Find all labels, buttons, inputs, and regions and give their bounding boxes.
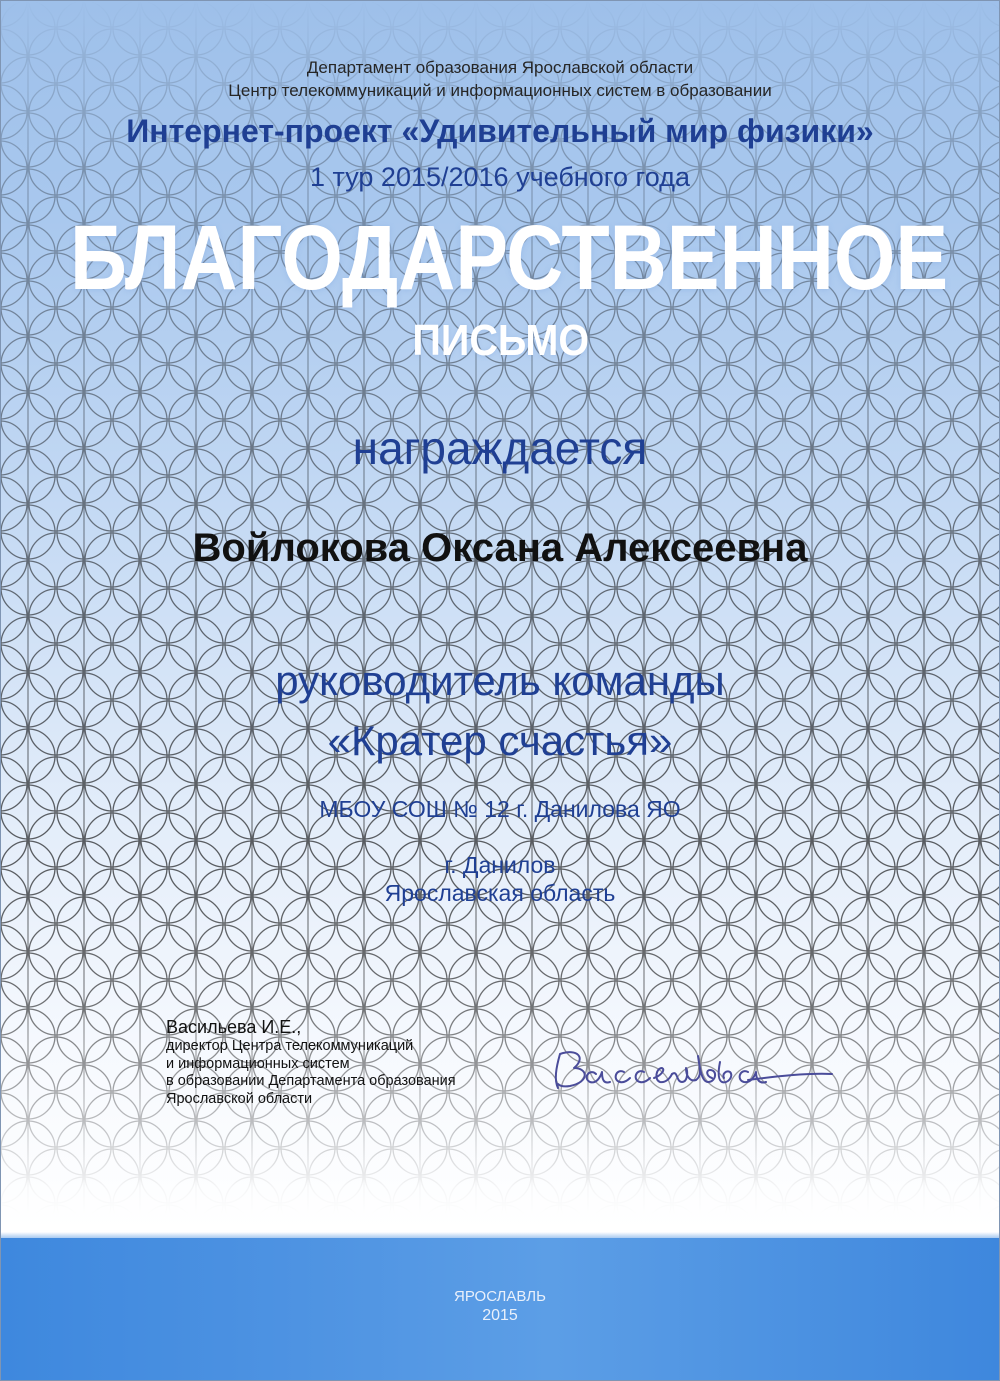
project-title: Интернет-проект «Удивительный мир физики» bbox=[126, 113, 874, 149]
signer-position-line: в образовании Департамента образования bbox=[166, 1073, 456, 1089]
school-name: МБОУ СОШ № 12 г. Данилова ЯО bbox=[319, 796, 681, 822]
role-line-1: руководитель команды bbox=[275, 657, 725, 704]
awarded-label: награждается bbox=[352, 422, 648, 474]
city-name: г. Данилов bbox=[444, 852, 556, 878]
signer-block bbox=[166, 1016, 456, 1108]
signer-name: Васильева И.Е., bbox=[166, 1017, 302, 1037]
footer-year: 2015 bbox=[482, 1307, 518, 1324]
recipient-name: Войлокова Оксана Алексеевна bbox=[192, 526, 808, 570]
document-title-line-2: ПИСЬМО bbox=[412, 316, 590, 365]
handwritten-signature bbox=[548, 1040, 838, 1100]
team-name: «Кратер счастья» bbox=[327, 717, 673, 764]
footer-city: ЯРОСЛАВЛЬ bbox=[454, 1288, 546, 1305]
signer-position-line: и информационных систем bbox=[166, 1055, 350, 1072]
organization-line-1: Департамент образования Ярославской области bbox=[306, 58, 694, 77]
organization-line-2: Центр телекоммуникаций и информационных систем в образовании bbox=[228, 81, 772, 100]
signer-position-line: Ярославской области bbox=[166, 1090, 313, 1107]
region-name: Ярославская область bbox=[384, 880, 616, 906]
signer-position-line: директор Центра телекоммуникаций bbox=[166, 1038, 414, 1054]
document-title-line-1: БЛАГОДАРСТВЕННОЕ bbox=[70, 207, 949, 309]
tour-line: 1 тур 2015/2016 учебного года bbox=[310, 162, 690, 192]
